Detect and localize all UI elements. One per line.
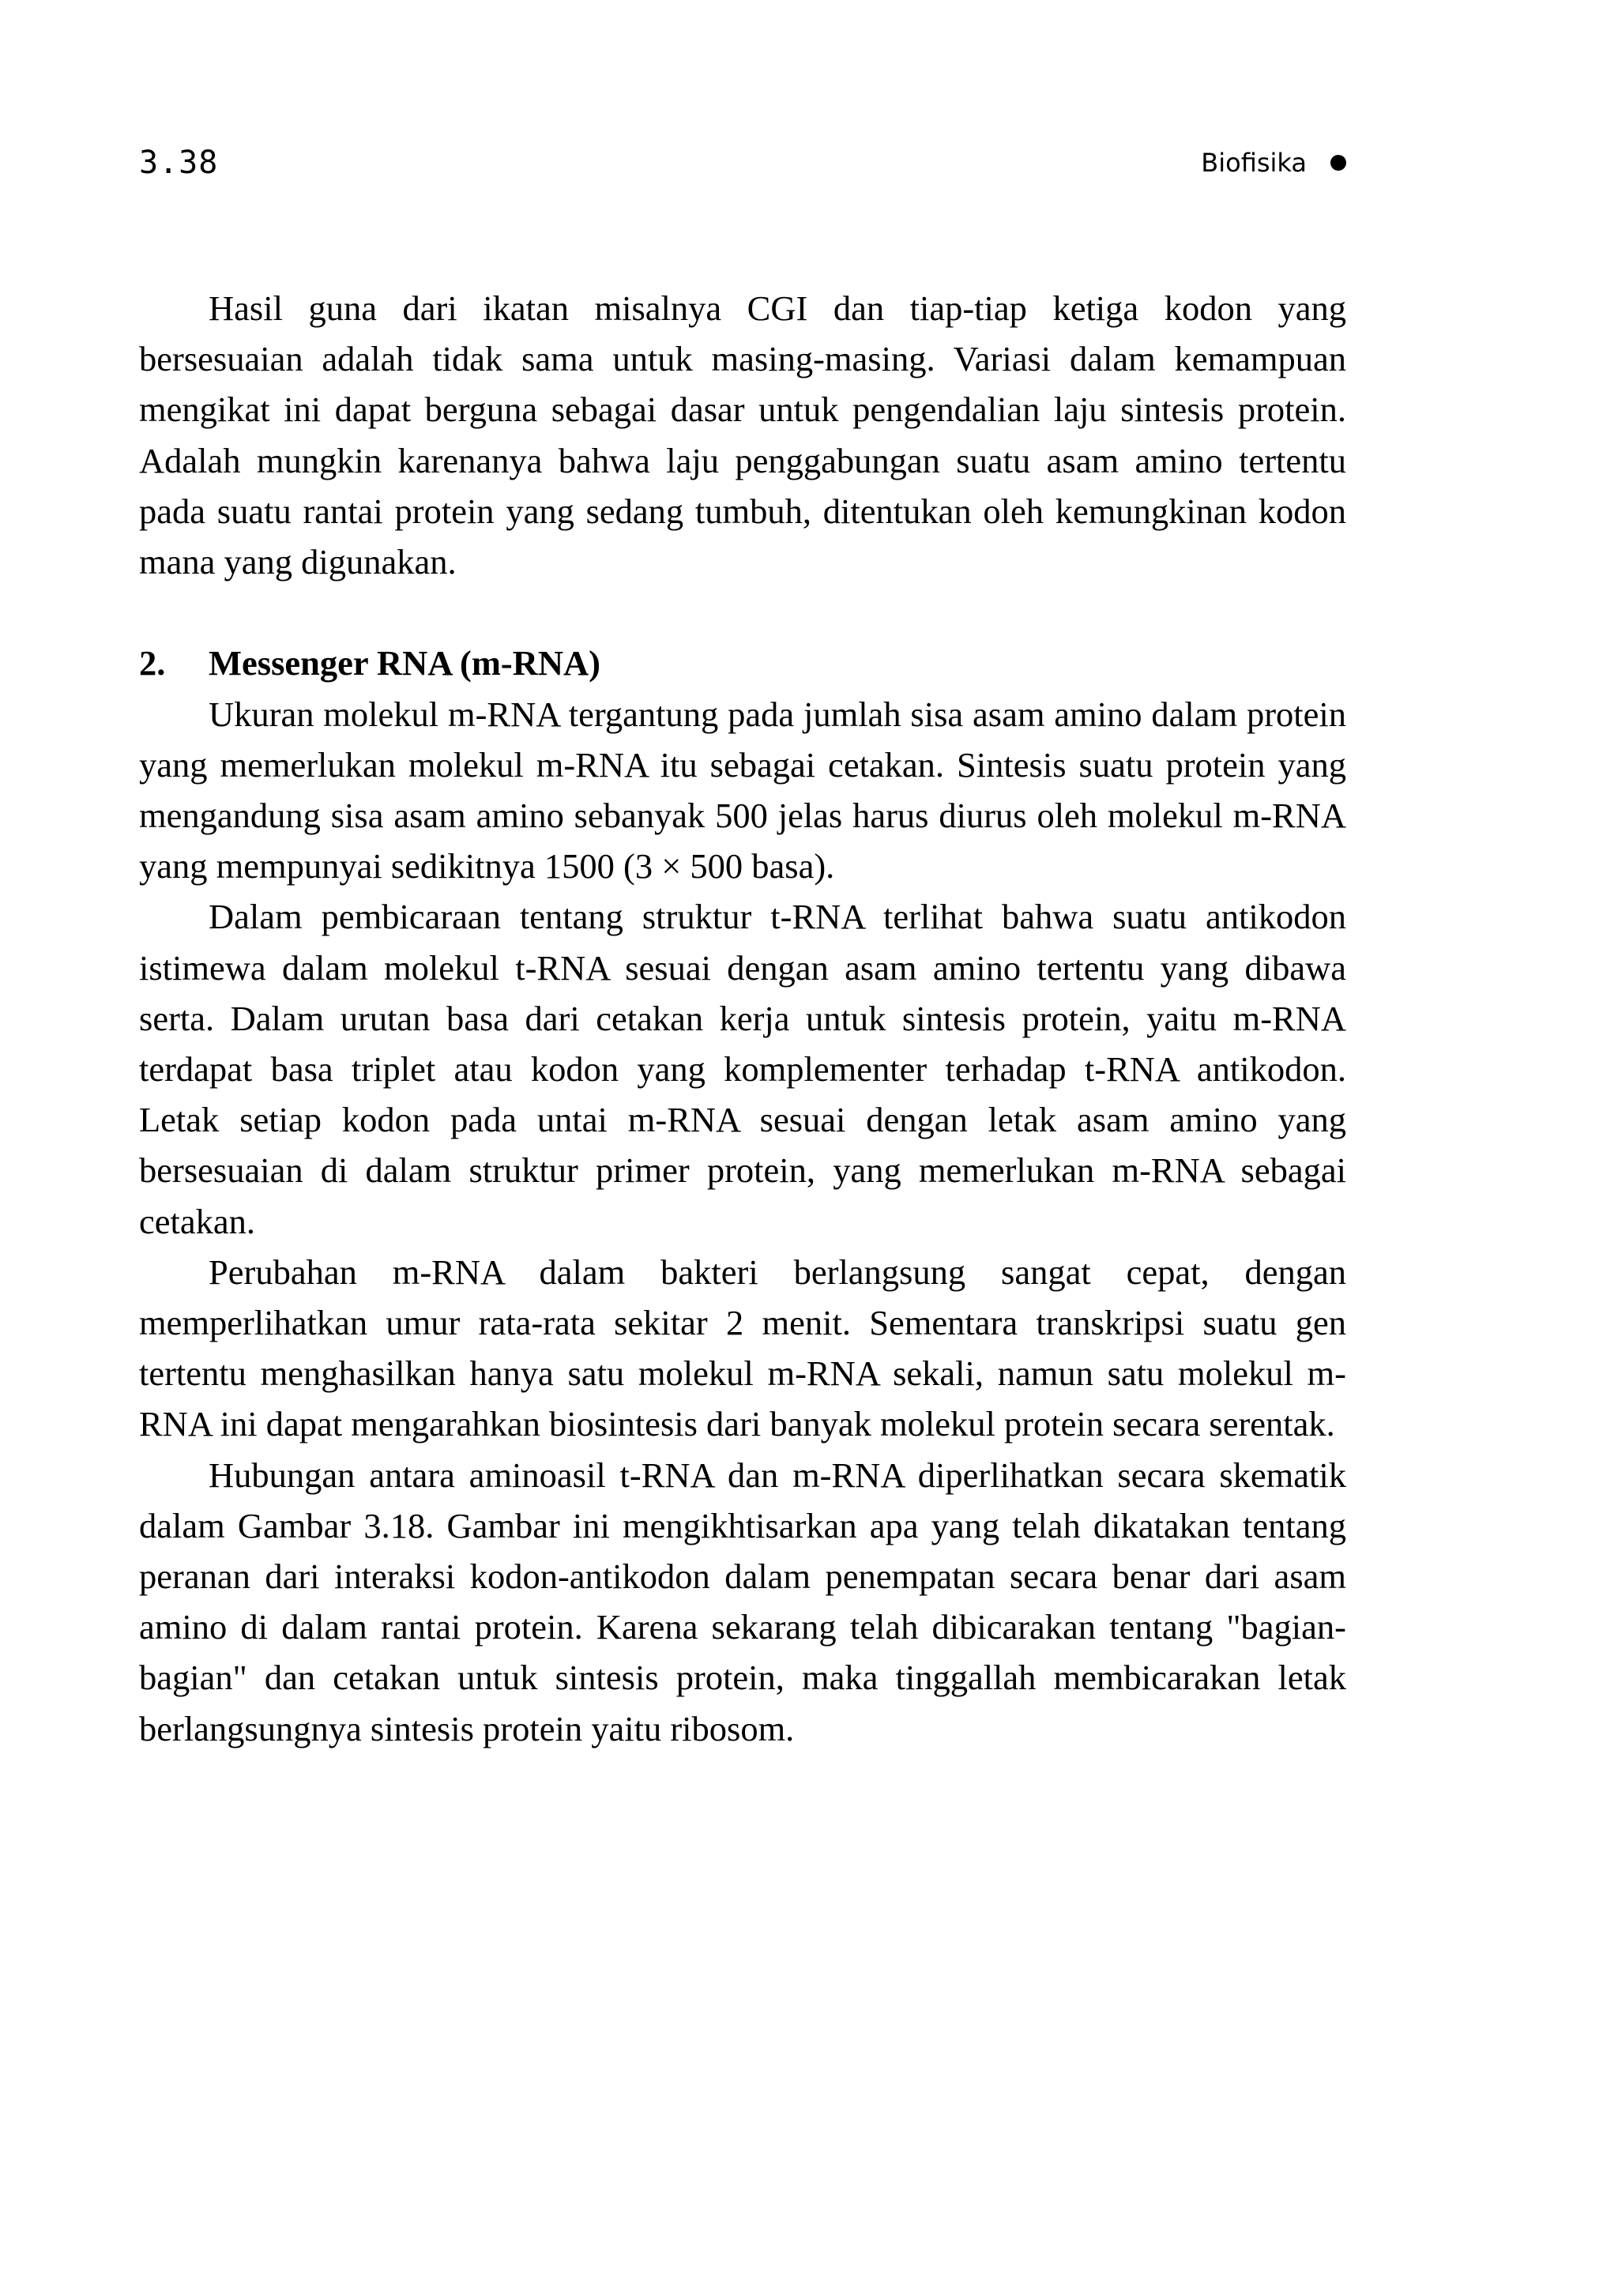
running-head xyxy=(1201,141,1346,185)
section-number: 2. xyxy=(139,643,166,683)
page-body xyxy=(139,283,1346,1754)
paragraph-ribosome: Hubungan antara aminoasil t-RNA dan m-RNA diperlihatkan secara skematik dalam Gambar 3.18. Gambar ini mengikhtisarkan apa yang telah dikatakan tentang peranan dari interaksi kodon-antikodon dalam penempatan secara benar dari asam amino di dalam rantai protein. Karena sekarang telah dibicarakan tentang "bagian-bagian" dan cetakan untuk sintesis protein, maka tinggallah membicarakan letak berlangsungnya sintesis protein yaitu ribosom. xyxy=(139,1455,1346,1748)
page-number: 3.38 xyxy=(139,145,219,181)
page-header xyxy=(139,141,1346,185)
paragraph-mrna-turnover: Perubahan m-RNA dalam bakteri berlangsung sangat cepat, dengan memperlihatkan umur rata-rata sekitar 2 menit. Sementara transkripsi suatu gen tertentu menghasilkan hanya satu molekul m-RNA sekali, namun satu molekul m-RNA ini dapat mengarahkan biosintesis dari banyak molekul protein secara serentak. xyxy=(139,1252,1346,1444)
paragraph-mrna-size: Ukuran molekul m-RNA tergantung pada jumlah sisa asam amino dalam protein yang memerlukan molekul m-RNA itu sebagai cetakan. Sintesis suatu protein yang mengandung sisa asam amino sebanyak 500 jelas harus diurus oleh molekul m-RNA yang mempunyai sedikitnya 1500 (3 × 500 basa). xyxy=(139,694,1346,886)
running-title: Biofisika xyxy=(1201,148,1307,178)
section-heading xyxy=(139,638,1346,688)
bullet-dot-icon xyxy=(1330,155,1346,171)
paragraph-trna-anticodon: Dalam pembicaraan tentang struktur t-RNA terlihat bahwa suatu antikodon istimewa dalam molekul t-RNA sesuai dengan asam amino tertentu yang dibawa serta. Dalam urutan basa dari cetakan kerja untuk sintesis protein, yaitu m-RNA terdapat basa triplet atau kodon yang komplementer terhadap t-RNA antikodon. Letak setiap kodon pada untai m-RNA sesuai dengan letak asam amino yang bersesuaian di dalam struktur primer protein, yang memerlukan m-RNA sebagai cetakan. xyxy=(139,897,1346,1241)
section-title: Messenger RNA (m-RNA) xyxy=(209,643,600,683)
intro-paragraph: Hasil guna dari ikatan misalnya CGI dan tiap-tiap ketiga kodon yang bersesuaian adalah tidak sama untuk masing-masing. Variasi dalam kemampuan mengikat ini dapat berguna sebagai dasar untuk pengendalian laju sintesis protein. Adalah mungkin karenanya bahwa laju penggabungan suatu asam amino tertentu pada suatu rantai protein yang sedang tumbuh, ditentukan oleh kemungkinan kodon mana yang digunakan. xyxy=(139,288,1346,582)
